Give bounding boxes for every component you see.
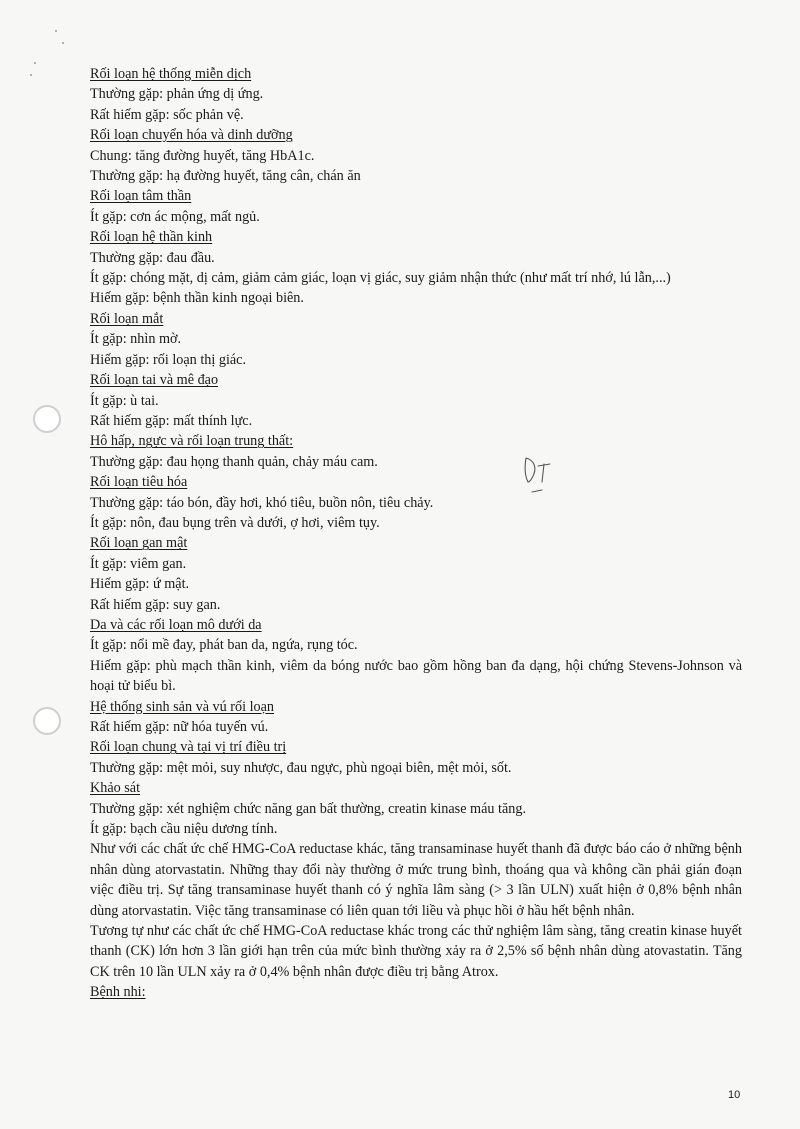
body-text: Thường gặp: đau họng thanh quản, chảy máu cam. xyxy=(90,453,378,470)
body-text: Ít gặp: bạch cầu niệu dương tính. xyxy=(90,821,278,838)
body-text: Thường gặp: phản ứng dị ứng. xyxy=(90,86,264,103)
section-heading: Rối loạn hệ thống miễn dịch xyxy=(90,66,252,82)
body-text: Ít gặp: nổi mề đay, phát ban da, ngứa, rụng tóc. xyxy=(90,637,358,654)
body-text: Như với các chất ức chế HMG-CoA reductase khác, tăng transaminase huyết thanh đã được báo cáo ở những bệnh nhân dùng atorvastatin. Những thay đổi này thường ở mức trung bình, thoáng qua và không cần phải gián đoạn việc điều trị. Sự tăng transaminase huyết thanh có ý nghĩa lâm sàng (> 3 lần ULN) xuất hiện ở 0,8% bệnh nhân dùng atorvastatin. Việc tăng transaminase có liên quan tới liều và phục hồi ở hầu hết bệnh nhân. xyxy=(90,841,742,919)
section-heading: Rối loạn tiêu hóa xyxy=(90,474,188,491)
section-heading: Rối loạn mắt xyxy=(90,310,164,327)
body-text: Thường gặp: táo bón, đầy hơi, khó tiêu, buồn nôn, tiêu chảy. xyxy=(90,494,434,511)
section-heading: Rối loạn chuyển hóa và dinh dưỡng xyxy=(90,127,293,144)
document-body xyxy=(90,64,742,1003)
body-text: Thường gặp: mệt mỏi, suy nhược, đau ngực, phù ngoại biên, mệt mỏi, sốt. xyxy=(90,759,512,776)
page-number: 10 xyxy=(728,1089,741,1101)
section-heading: Hô hấp, ngực và rối loạn trung thất: xyxy=(90,433,294,450)
section-heading: Rối loạn chung và tại vị trí điều trị xyxy=(90,739,287,756)
body-text: Rất hiếm gặp: suy gan. xyxy=(90,596,221,613)
scan-speck xyxy=(34,62,36,64)
punch-hole-bottom xyxy=(33,707,61,735)
body-text: Rất hiếm gặp: mất thính lực. xyxy=(90,412,253,429)
section-heading: Da và các rối loạn mô dưới da xyxy=(90,616,262,633)
body-text: Ít gặp: nhìn mờ. xyxy=(90,331,182,348)
section-heading: Hệ thống sinh sản và vú rối loạn xyxy=(90,698,275,715)
punch-hole-top xyxy=(33,405,61,433)
section-heading: Khảo sát xyxy=(90,780,141,797)
body-text: Ít gặp: ù tai. xyxy=(90,392,159,409)
body-text: Ít gặp: cơn ác mộng, mất ngủ. xyxy=(90,208,260,225)
body-text: Hiếm gặp: phù mạch thần kinh, viêm da bóng nước bao gồm hồng ban đa dạng, hội chứng Stevens-Johnson và hoại tử biểu bì. xyxy=(90,657,742,695)
section-heading: Rối loạn hệ thần kinh xyxy=(90,229,213,246)
body-text: Ít gặp: viêm gan. xyxy=(90,555,187,572)
body-text: Thường gặp: xét nghiệm chức năng gan bất thường, creatin kinase máu tăng. xyxy=(90,800,526,817)
body-text: Hiếm gặp: ứ mật. xyxy=(90,576,190,593)
section-heading: Rối loạn tai và mê đạo xyxy=(90,372,219,389)
section-heading: Bệnh nhi: xyxy=(90,984,146,1001)
scan-speck xyxy=(62,42,64,44)
body-text: Ít gặp: chóng mặt, dị cảm, giảm cảm giác, loạn vị giác, suy giảm nhận thức (như mất trí nhớ, lú lẫn,...) xyxy=(90,270,671,287)
body-text: Ít gặp: nôn, đau bụng trên và dưới, ợ hơi, viêm tụy. xyxy=(90,514,380,531)
section-heading: Rối loạn gan mật xyxy=(90,535,188,552)
body-text: Rất hiếm gặp: sốc phản vệ. xyxy=(90,106,244,123)
body-text: Hiếm gặp: bệnh thần kinh ngoại biên. xyxy=(90,290,304,307)
scan-speck xyxy=(30,74,32,76)
body-text: Tương tự như các chất ức chế HMG-CoA reductase khác trong các thử nghiệm lâm sàng, tăng creatin kinase huyết thanh (CK) lớn hơn 3 lần giới hạn trên của mức bình thường xảy ra ở 2,5% số bệnh nhân dùng atovastatin. Tăng CK trên 10 lần ULN xảy ra ở 0,4% bệnh nhân được điều trị bằng Atrox. xyxy=(90,923,742,980)
body-text: Hiếm gặp: rối loạn thị giác. xyxy=(90,351,247,368)
scan-speck xyxy=(55,30,57,32)
body-text: Thường gặp: hạ đường huyết, tăng cân, chán ăn xyxy=(90,168,361,185)
body-text: Chung: tăng đường huyết, tăng HbA1c. xyxy=(90,147,315,164)
section-heading: Rối loạn tâm thần xyxy=(90,188,192,205)
body-text: Rất hiếm gặp: nữ hóa tuyến vú. xyxy=(90,719,269,735)
body-text: Thường gặp: đau đầu. xyxy=(90,249,215,266)
